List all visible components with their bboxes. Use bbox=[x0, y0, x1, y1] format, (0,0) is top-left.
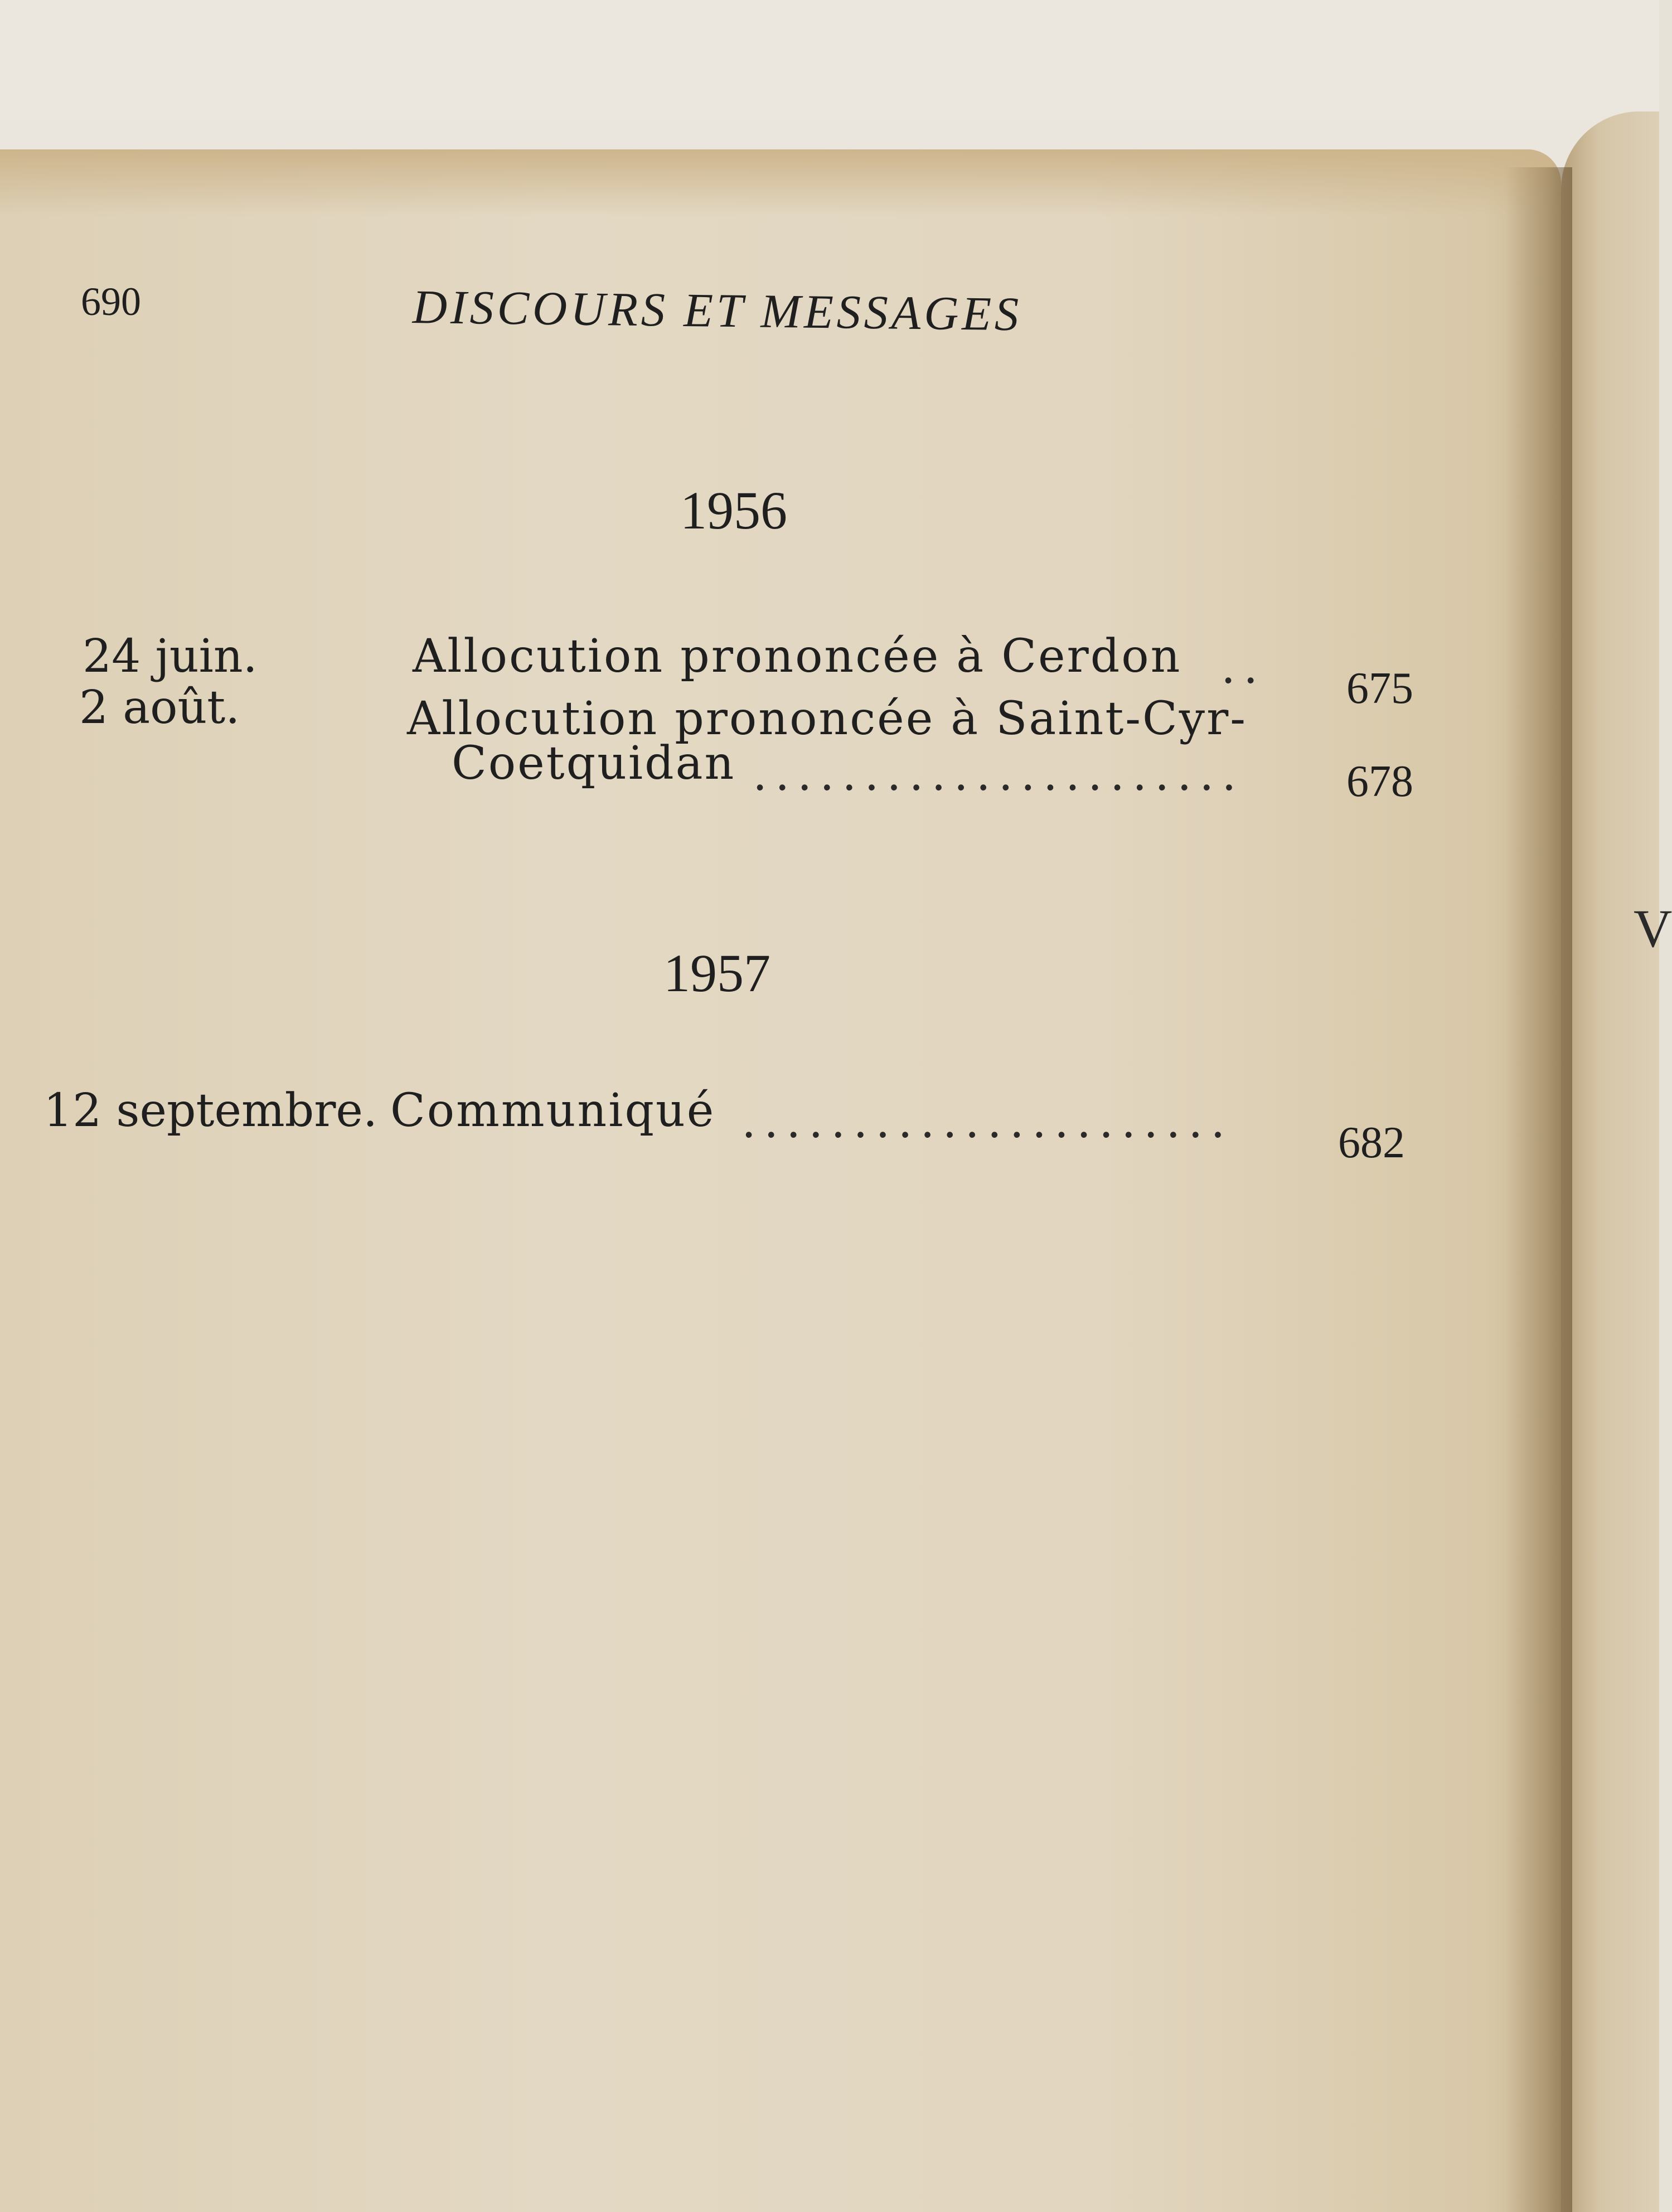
adjacent-page bbox=[1561, 111, 1659, 2212]
entry-date: 2 août. bbox=[79, 681, 240, 734]
dot-leader: .. bbox=[1221, 641, 1266, 694]
page-header bbox=[0, 279, 1505, 351]
entry-title: Communiqué bbox=[390, 1084, 716, 1137]
adjacent-page-letter: V bbox=[1634, 899, 1672, 958]
dot-leader: ...................... bbox=[742, 1095, 1233, 1148]
entry-title: Allocution prononcée à Cerdon bbox=[413, 630, 1182, 683]
dot-leader: ...................... bbox=[753, 748, 1244, 801]
page-number: 690 bbox=[81, 279, 141, 324]
entry-title: Allocution prononcée à Saint-Cyr- bbox=[407, 692, 1247, 745]
running-title: DISCOURS ET MESSAGES bbox=[412, 280, 1022, 341]
section-year: 1957 bbox=[663, 943, 770, 1003]
entry-page-number: 675 bbox=[1346, 664, 1413, 713]
section-year: 1956 bbox=[680, 481, 787, 540]
entry-page-number: 682 bbox=[1338, 1118, 1405, 1167]
entry-date: 24 juin. bbox=[83, 630, 258, 683]
entry-title-continuation: Coetquidan bbox=[452, 737, 736, 790]
book-page bbox=[0, 149, 1561, 2212]
page-gutter-shadow bbox=[1505, 167, 1572, 2212]
entry-date: 12 septembre. bbox=[43, 1084, 378, 1137]
entry-page-number: 678 bbox=[1346, 757, 1413, 806]
